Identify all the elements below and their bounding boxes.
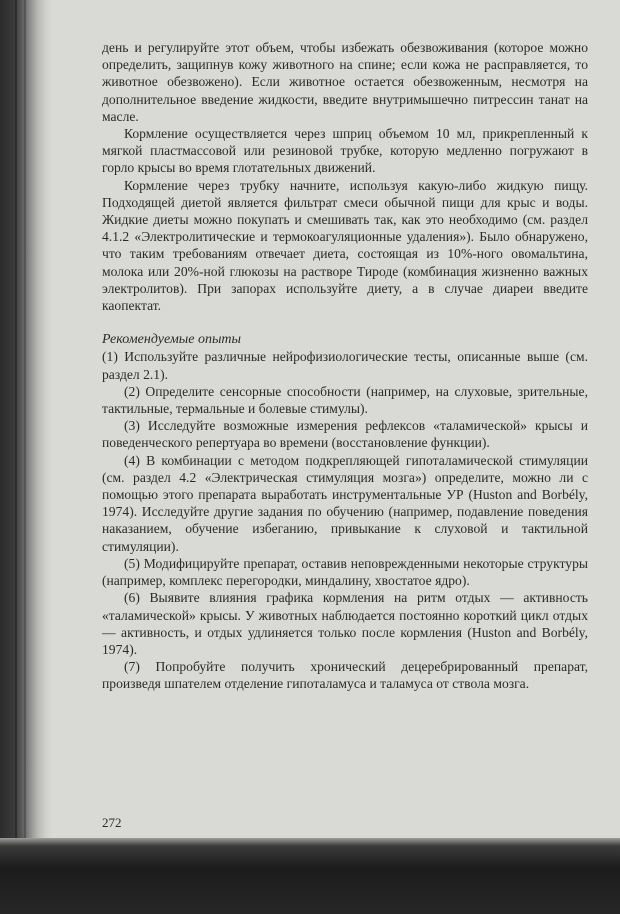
experiment-item: (2) Определите сенсорные способности (например, на слуховые, зрительные, тактильные, термальные и болевые стимулы). xyxy=(102,383,588,417)
paragraph: Кормление осуществляется через шприц объемом 10 мл, прикрепленный к мягкой пластмассовой или резиновой трубке, которую медленно погружают в горло крысы во время глотательных движений. xyxy=(102,126,588,176)
experiment-item: (7) Попробуйте получить хронический децеребрированный препарат, произведя шпателем отделение гипоталамуса и таламуса от ствола мозга. xyxy=(102,659,588,692)
experiment-item: (3) Исследуйте возможные измерения рефлексов «таламической» крысы и поведенческого репертуара во времени (восстановление функции). xyxy=(102,418,588,451)
section-heading: Рекомендуемые опыты xyxy=(102,332,242,348)
experiment-item: (6) Выявите влияния графика кормления на ритм отдых — активность «таламической» крысы. У животных наблюдается постоянно короткий цикл отдых — активность, и отдых удлиняется только после кормления (Huston and Borbély, 1974). xyxy=(102,590,588,657)
page-text xyxy=(102,39,588,693)
experiment-item: (4) В комбинации с методом подкрепляющей гипоталамической стимуляции (см. раздел 4.2 «Электрическая стимуляция мозга») определите, можно ли с помощью этого препарата выработать инструментальные УР (Huston and Borbély, 1974). Исследуйте другие задания по обучению (например, подавление поведения наказанием, обучение избеганию, привыкание к слуховой и тактильной стимуляции). xyxy=(102,452,588,554)
spine-crease xyxy=(15,0,17,914)
experiment-item: (1) Используйте различные нейрофизиологические тесты, описанные выше (см. раздел 2.1). xyxy=(102,349,588,382)
spine-crease xyxy=(24,0,26,914)
book-bottom-edge xyxy=(0,838,620,914)
paragraph: Кормление через трубку начните, используя какую-либо жидкую пищу. Подходящей диетой является фильтрат смеси обычной пищи для крыс и воды. Жидкие диеты можно покупать и смешивать так, как это необходимо (см. раздел 4.1.2 «Электролитические и термокоагуляционные удаления»). Было обнаружено, что таким требованиям отвечает диета, состоящая из 10%-ного овомальтина, молока или 20%-ной глюкозы на растворе Тироде (комбинация жизненно важных электролитов). При запорах используйте диету, а в случае диареи введите каопектат. xyxy=(102,177,588,314)
book-spine-shadow xyxy=(0,0,52,914)
page-number: 272 xyxy=(102,815,122,830)
paragraph: день и регулируйте этот объем, чтобы избежать обезвоживания (которое можно определить, защипнув кожу животного на спине; если кожа не расправляется, то животное обезвожено). Если животное остается обезвоженным, несмотря на дополнительное введение жидкости, введите внутримышечно питрессин танат на масле. xyxy=(102,40,588,124)
experiment-item: (5) Модифицируйте препарат, оставив неповрежденными некоторые структуры (например, комплекс перегородки, миндалину, хвостатое ядро). xyxy=(102,555,588,589)
